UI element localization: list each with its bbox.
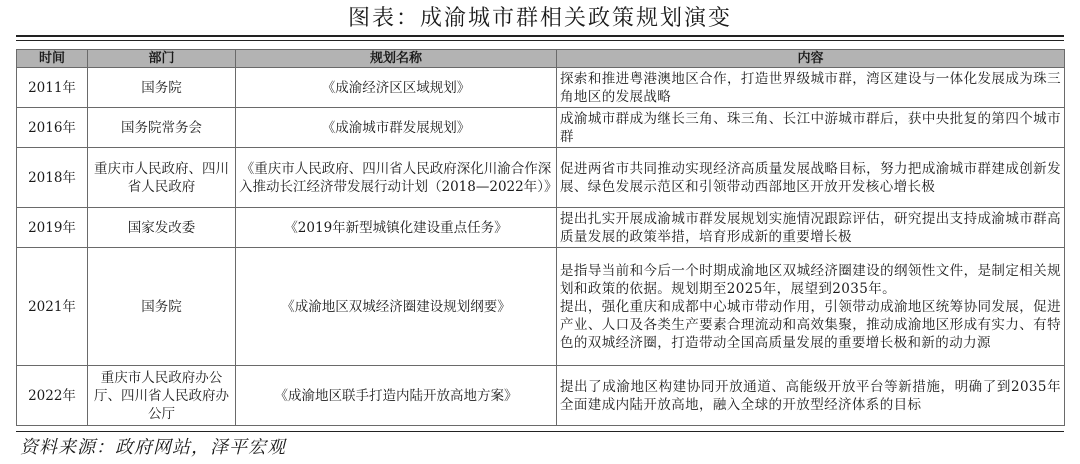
header-dept: 部门	[88, 50, 236, 68]
cell-content	[557, 108, 1065, 148]
content-paragraph: 成渝城市群成为继长三角、珠三角、长江中游城市群后，获中央批复的第四个城市群	[560, 110, 1061, 145]
cell-dept: 重庆市人民政府、四川省人民政府	[88, 148, 236, 208]
content-paragraph: 提出扎实开展成渝城市群发展规划实施情况跟踪评估，研究提出支持成渝城市群高质量发展的政策举措，培育形成新的重要增长极	[560, 210, 1061, 245]
table-row	[17, 248, 1065, 366]
cell-plan: 《成渝地区联手打造内陆开放高地方案》	[236, 366, 557, 426]
bottom-rule	[16, 431, 1064, 432]
table-row	[17, 108, 1065, 148]
cell-year: 2021年	[17, 248, 88, 366]
table-row	[17, 366, 1065, 426]
policy-table	[16, 49, 1065, 426]
cell-year: 2019年	[17, 208, 88, 248]
cell-plan: 《成渝地区双城经济圈建设规划纲要》	[236, 248, 557, 366]
content-paragraph: 提出了成渝地区构建协同开放通道、高能级开放平台等新措施，明确了到2035年全面建成内陆开放高地，融入全球的开放型经济体系的目标	[560, 378, 1061, 413]
header-year: 时间	[17, 50, 88, 68]
table-row	[17, 68, 1065, 108]
source-note: 资料来源：政府网站，泽平宏观	[20, 437, 286, 458]
cell-plan: 《成渝城市群发展规划》	[236, 108, 557, 148]
table-row	[17, 148, 1065, 208]
cell-year: 2016年	[17, 108, 88, 148]
cell-content	[557, 366, 1065, 426]
cell-plan: 《成渝经济区区域规划》	[236, 68, 557, 108]
cell-dept: 重庆市人民政府办公厅、四川省人民政府办公厅	[88, 366, 236, 426]
cell-dept: 国家发改委	[88, 208, 236, 248]
header-plan: 规划名称	[236, 50, 557, 68]
cell-year: 2011年	[17, 68, 88, 108]
cell-year: 2022年	[17, 366, 88, 426]
header-content: 内容	[557, 50, 1065, 68]
table-header-row	[17, 50, 1065, 68]
cell-content	[557, 248, 1065, 366]
content-paragraph: 促进两省市共同推动实现经济高质量发展战略目标，努力把成渝城市群建成创新发展、绿色发展示范区和引领带动西部地区开放开发核心增长极	[560, 160, 1061, 195]
cell-year: 2018年	[17, 148, 88, 208]
content-paragraph: 提出，强化重庆和成都中心城市带动作用，引领带动成渝地区统筹协同发展，促进产业、人口及各类生产要素合理流动和高效集聚，推动成渝地区形成有实力、有特色的双城经济圈，打造带动全国高质量发展的重要增长极和新的动力源	[560, 298, 1061, 351]
cell-plan: 《重庆市人民政府、四川省人民政府深化川渝合作深入推动长江经济带发展行动计划（2018—2022年）》	[236, 148, 557, 208]
content-paragraph: 是指导当前和今后一个时期成渝地区双城经济圈建设的纲领性文件，是制定相关规划和政策的依据。规划期至2025年，展望到2035年。	[560, 262, 1061, 297]
top-rule-thin	[16, 40, 1064, 41]
chart-title: 图表：成渝城市群相关政策规划演变	[347, 6, 732, 31]
table-row	[17, 208, 1065, 248]
cell-content	[557, 148, 1065, 208]
content-paragraph: 探索和推进粤港澳地区合作，打造世界级城市群，湾区建设与一体化发展成为珠三角地区的发展战略	[560, 70, 1061, 105]
cell-content	[557, 208, 1065, 248]
cell-content	[557, 68, 1065, 108]
cell-dept: 国务院常务会	[88, 108, 236, 148]
cell-plan: 《2019年新型城镇化建设重点任务》	[236, 208, 557, 248]
cell-dept: 国务院	[88, 248, 236, 366]
top-rule	[16, 35, 1064, 37]
cell-dept: 国务院	[88, 68, 236, 108]
